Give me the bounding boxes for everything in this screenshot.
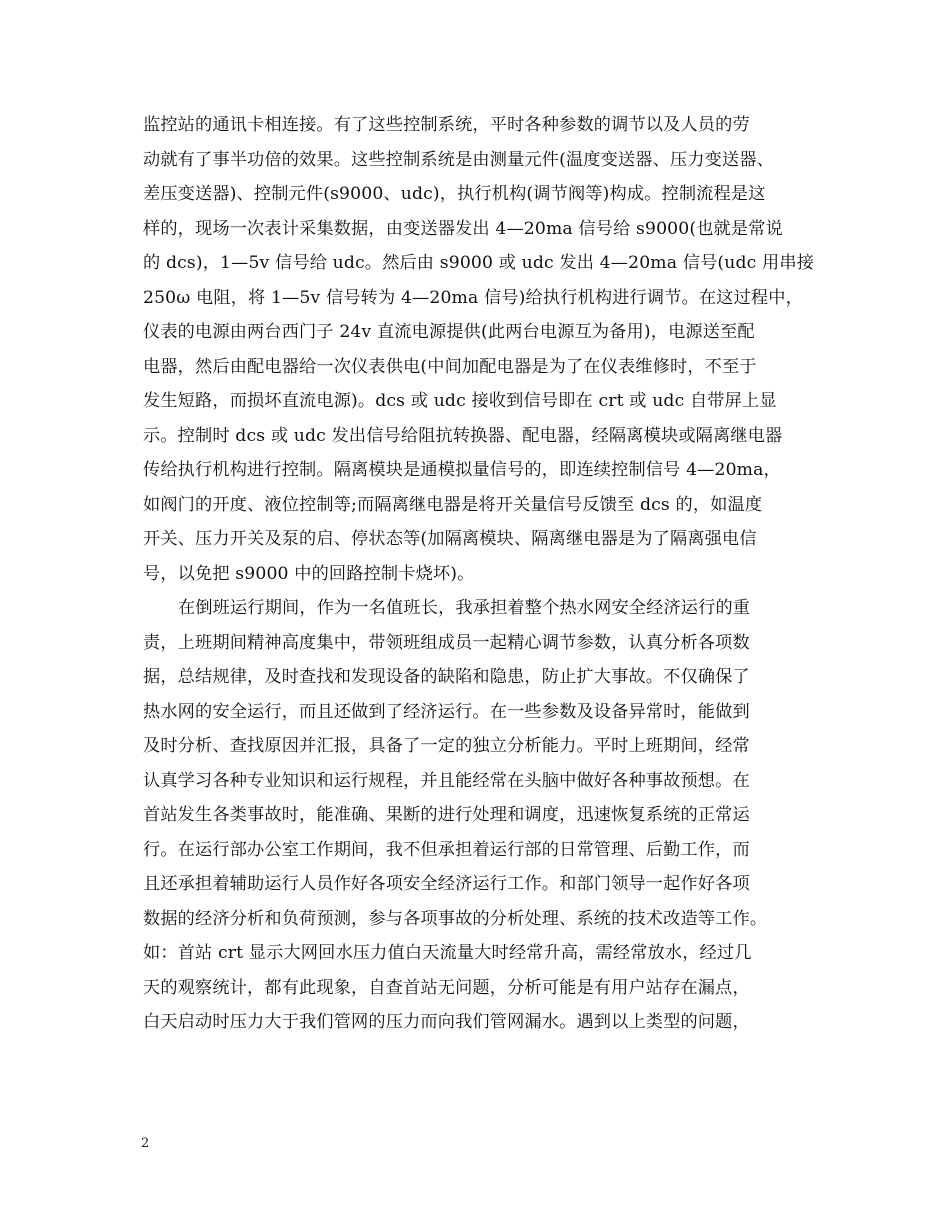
paragraph-1 xyxy=(143,108,833,591)
text-line: 认真学习各种专业知识和运行规程，并且能经常在头脑中做好各种事故预想。在 xyxy=(143,770,750,791)
text-line: 首站发生各类事故时，能准确、果断的进行处理和调度，迅速恢复系统的正常运 xyxy=(143,805,750,825)
paragraph-2 xyxy=(143,591,833,1040)
text-line: 白天启动时压力大于我们管网的压力而向我们管网漏水。遇到以上类型的问题， xyxy=(143,1012,750,1032)
text-line-indented: 在倒班运行期间，作为一名值班长，我承担着整个热水网安全经济运行的重 xyxy=(178,598,751,618)
text-line: 监控站的通讯卡相连接。有了这些控制系统，平时各种参数的调节以及人员的劳 xyxy=(143,115,750,135)
text-line: 天的观察统计，都有此现象，自查首站无问题，分析可能是有用户站存在漏点， xyxy=(143,977,750,998)
text-line: 热水网的安全运行，而且还做到了经济运行。在一些参数及设备异常时，能做到 xyxy=(143,701,750,722)
text-line: 发生短路，而损坏直流电源)。dcs 或 udc 接收到信号即在 crt 或 udc 自带屏上显 xyxy=(143,391,777,411)
body-text xyxy=(143,108,833,1040)
text-line: 如：首站 crt 显示大网回水压力值白天流量大时经常升高，需经常放水，经过几 xyxy=(143,943,752,963)
text-line: 如阀门的开度、液位控制等;而隔离继电器是将开关量信号反馈至 dcs 的，如温度 xyxy=(143,494,763,515)
text-line: 仪表的电源由两台西门子 24v 直流电源提供(此两台电源互为备用)，电源送至配 xyxy=(143,322,755,342)
text-line: 数据的经济分析和负荷预测，参与各项事故的分析处理、系统的技术改造等工作。 xyxy=(143,908,768,929)
text-line: 传给执行机构进行控制。隔离模块是通模拟量信号的，即连续控制信号 4—20ma， xyxy=(143,460,781,480)
text-line: 样的，现场一次表计采集数据，由变送器发出 4—20ma 信号给 s9000(也就是常说 xyxy=(143,218,783,239)
text-line: 据，总结规律，及时查找和发现设备的缺陷和隐患，防止扩大事故。不仅确保了 xyxy=(143,667,750,687)
text-line: 示。控制时 dcs 或 udc 发出信号给阻抗转换器、配电器，经隔离模块或隔离继电器 xyxy=(143,425,783,446)
text-line: 差压变送器)、控制元件(s9000、udc)，执行机构(调节阀等)构成。控制流程是这 xyxy=(143,184,766,204)
text-line: 号，以免把 s9000 中的回路控制卡烧坏)。 xyxy=(143,563,475,584)
text-line: 开关、压力开关及泵的启、停状态等(加隔离模块、隔离继电器是为了隔离强电信 xyxy=(143,529,757,549)
text-line: 动就有了事半功倍的效果。这些控制系统是由测量元件(温度变送器、压力变送器、 xyxy=(143,149,775,170)
text-line: 250ω 电阻，将 1—5v 信号转为 4—20ma 信号)给执行机构进行调节。在这过程中， xyxy=(143,287,803,308)
text-line: 及时分析、查找原因并汇报，具备了一定的独立分析能力。平时上班期间，经常 xyxy=(143,736,750,756)
page-number: 2 xyxy=(141,1136,150,1151)
text-line: 的 dcs)，1—5v 信号给 udc。然后由 s9000 或 udc 发出 4—20ma 信号(udc 用串接 xyxy=(143,253,815,273)
text-line: 且还承担着辅助运行人员作好各项安全经济运行工作。和部门领导一起作好各项 xyxy=(143,874,750,894)
text-line: 责，上班期间精神高度集中，带领班组成员一起精心调节参数，认真分析各项数 xyxy=(143,632,750,653)
text-line: 电器，然后由配电器给一次仪表供电(中间加配电器是为了在仪表维修时，不至于 xyxy=(143,356,757,377)
text-line: 行。在运行部办公室工作期间，我不但承担着运行部的日常管理、后勤工作，而 xyxy=(143,839,750,860)
